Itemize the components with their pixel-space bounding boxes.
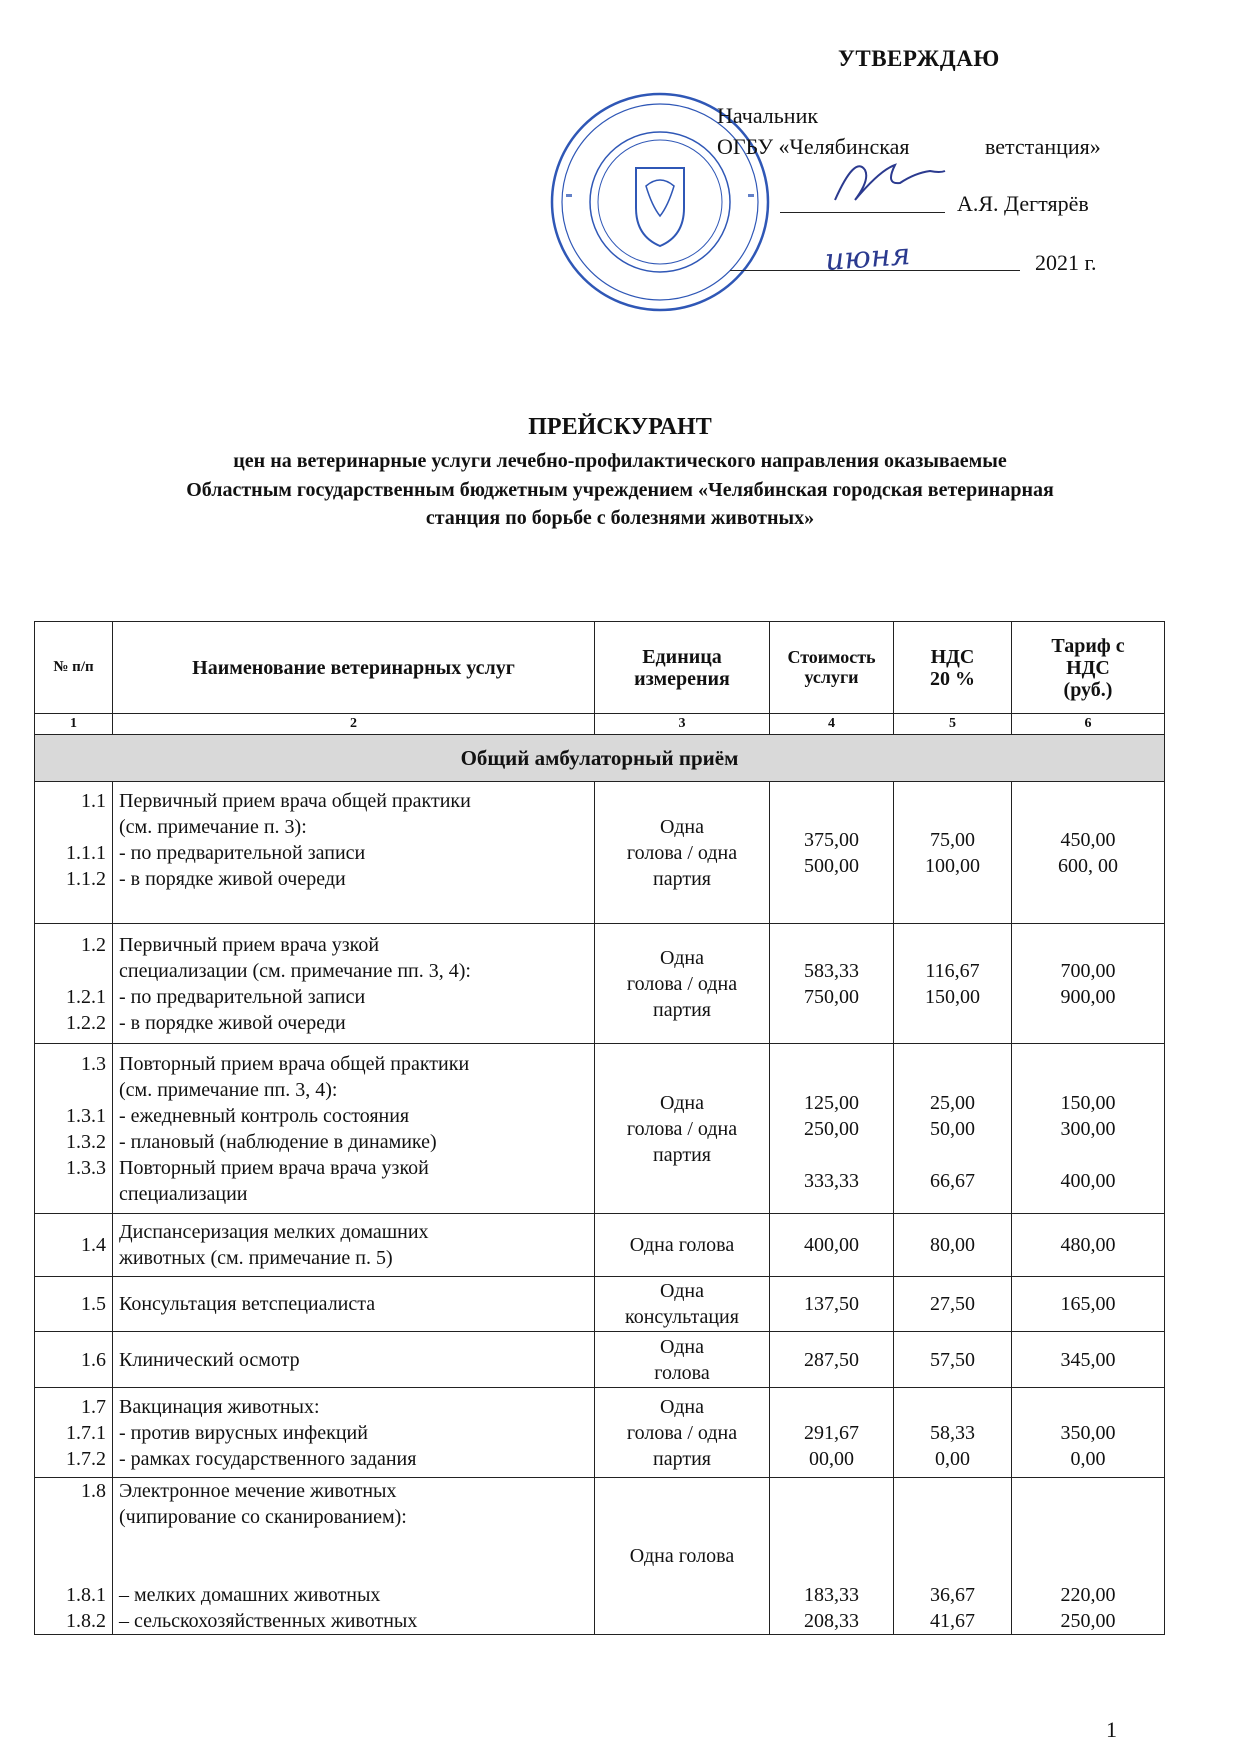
table-row <box>35 1388 1165 1478</box>
tariff-cell: 450,00 600, 00 <box>1012 782 1165 924</box>
vat-cell: 36,67 41,67 <box>894 1478 1012 1635</box>
unit-cell: Одна голова / одна партия <box>595 1044 770 1214</box>
header-vat: НДС 20 % <box>894 622 1012 714</box>
document-subtitle-line3: станция по борьбе с болезнями животных» <box>425 507 815 529</box>
service-name: Вакцинация животных: - против вирусных инфекций - рамках государственного задания <box>113 1388 595 1478</box>
unit-cell: Одна голова / одна партия <box>595 782 770 924</box>
cost-cell: 291,67 00,00 <box>770 1388 894 1478</box>
vat-cell: 25,00 50,00 66,67 <box>894 1044 1012 1214</box>
vat-cell: 27,50 <box>894 1277 1012 1332</box>
handwritten-signature <box>830 155 950 210</box>
row-number: 1.4 <box>35 1214 113 1277</box>
row-number: 1.8 1.8.1 1.8.2 <box>35 1478 113 1635</box>
header-row <box>35 622 1165 714</box>
table-row <box>35 1214 1165 1277</box>
column-number: 1 <box>35 714 113 735</box>
cost-cell: 137,50 <box>770 1277 894 1332</box>
header-name: Наименование ветеринарных услуг <box>113 622 595 714</box>
cost-cell: 125,00 250,00 333,33 <box>770 1044 894 1214</box>
cost-cell: 400,00 <box>770 1214 894 1277</box>
unit-cell: Одна консультация <box>595 1277 770 1332</box>
cost-cell: 287,50 <box>770 1332 894 1388</box>
row-number: 1.2 1.2.1 1.2.2 <box>35 924 113 1044</box>
cost-cell: 375,00 500,00 <box>770 782 894 924</box>
table-row <box>35 924 1165 1044</box>
table-row <box>35 1332 1165 1388</box>
row-number: 1.3 1.3.1 1.3.2 1.3.3 <box>35 1044 113 1214</box>
page-number: 1 <box>1106 1717 1117 1742</box>
vat-cell: 75,00 100,00 <box>894 782 1012 924</box>
column-number: 3 <box>595 714 770 735</box>
column-number-row <box>35 714 1165 735</box>
tariff-cell: 165,00 <box>1012 1277 1165 1332</box>
column-number: 5 <box>894 714 1012 735</box>
unit-cell: Одна голова / одна партия <box>595 924 770 1044</box>
service-name: Клинический осмотр <box>113 1332 595 1388</box>
document-subtitle-line1: цен на ветеринарные услуги лечебно-профилактического направления оказываемые <box>233 450 1007 472</box>
vat-cell: 116,67 150,00 <box>894 924 1012 1044</box>
header-tariff: Тариф с НДС (руб.) <box>1012 622 1165 714</box>
service-name: Первичный прием врача узкой специализации (см. примечание пп. 3, 4): - по предварительной записи - в порядке живой очереди <box>113 924 595 1044</box>
tariff-cell: 345,00 <box>1012 1332 1165 1388</box>
unit-cell: Одна голова / одна партия <box>595 1388 770 1478</box>
table-row <box>35 782 1165 924</box>
price-table <box>34 621 1165 1635</box>
service-name: Электронное мечение животных (чипирование со сканированием): – мелких домашних животных – сельскохозяйственных животных <box>113 1478 595 1635</box>
header-no: № п/п <box>35 622 113 714</box>
tariff-cell: 480,00 <box>1012 1214 1165 1277</box>
tariff-cell: 220,00 250,00 <box>1012 1478 1165 1635</box>
date-handwritten: июня <box>823 237 912 278</box>
signer-name: А.Я. Дегтярёв <box>957 191 1089 216</box>
approval-position-line1: Начальник <box>717 103 819 128</box>
signature-line <box>780 212 945 213</box>
table-row <box>35 1277 1165 1332</box>
service-name: Консультация ветспециалиста <box>113 1277 595 1332</box>
service-name: Первичный прием врача общей практики (см. примечание п. 3): - по предварительной записи - в порядке живой очереди <box>113 782 595 924</box>
row-number: 1.5 <box>35 1277 113 1332</box>
tariff-cell: 700,00 900,00 <box>1012 924 1165 1044</box>
unit-cell: Одна голова <box>595 1214 770 1277</box>
header-cost: Стоимость услуги <box>770 622 894 714</box>
cost-cell: 183,33 208,33 <box>770 1478 894 1635</box>
vat-cell: 58,33 0,00 <box>894 1388 1012 1478</box>
cost-cell: 583,33 750,00 <box>770 924 894 1044</box>
column-number: 6 <box>1012 714 1165 735</box>
column-number: 2 <box>113 714 595 735</box>
section-title: Общий амбулаторный приём <box>35 735 1165 782</box>
table-row <box>35 1478 1165 1635</box>
approval-year: 2021 г. <box>1035 250 1097 275</box>
approval-heading: УТВЕРЖДАЮ <box>838 46 1000 71</box>
unit-cell: Одна голова <box>595 1478 770 1635</box>
tariff-cell: 150,00 300,00 400,00 <box>1012 1044 1165 1214</box>
column-number: 4 <box>770 714 894 735</box>
header-unit: Единица измерения <box>595 622 770 714</box>
unit-cell: Одна голова <box>595 1332 770 1388</box>
document-subtitle-line2: Областным государственным бюджетным учреждением «Челябинская городская ветеринарная <box>186 479 1054 501</box>
row-number: 1.6 <box>35 1332 113 1388</box>
row-number: 1.1 1.1.1 1.1.2 <box>35 782 113 924</box>
section-row <box>35 735 1165 782</box>
service-name: Диспансеризация мелких домашних животных (см. примечание п. 5) <box>113 1214 595 1277</box>
vat-cell: 80,00 <box>894 1214 1012 1277</box>
tariff-cell: 350,00 0,00 <box>1012 1388 1165 1478</box>
vat-cell: 57,50 <box>894 1332 1012 1388</box>
approval-position-org: ОГБУ «Челябинская <box>717 134 910 159</box>
document-title: ПРЕЙСКУРАНТ <box>528 414 712 440</box>
row-number: 1.7 1.7.1 1.7.2 <box>35 1388 113 1478</box>
service-name: Повторный прием врача общей практики (см. примечание пп. 3, 4): - ежедневный контроль состояния - плановый (наблюдение в динамике) Повторный прием врача врача узкой специализации <box>113 1044 595 1214</box>
table-row <box>35 1044 1165 1214</box>
approval-position-org-end: ветстанция» <box>985 134 1101 159</box>
